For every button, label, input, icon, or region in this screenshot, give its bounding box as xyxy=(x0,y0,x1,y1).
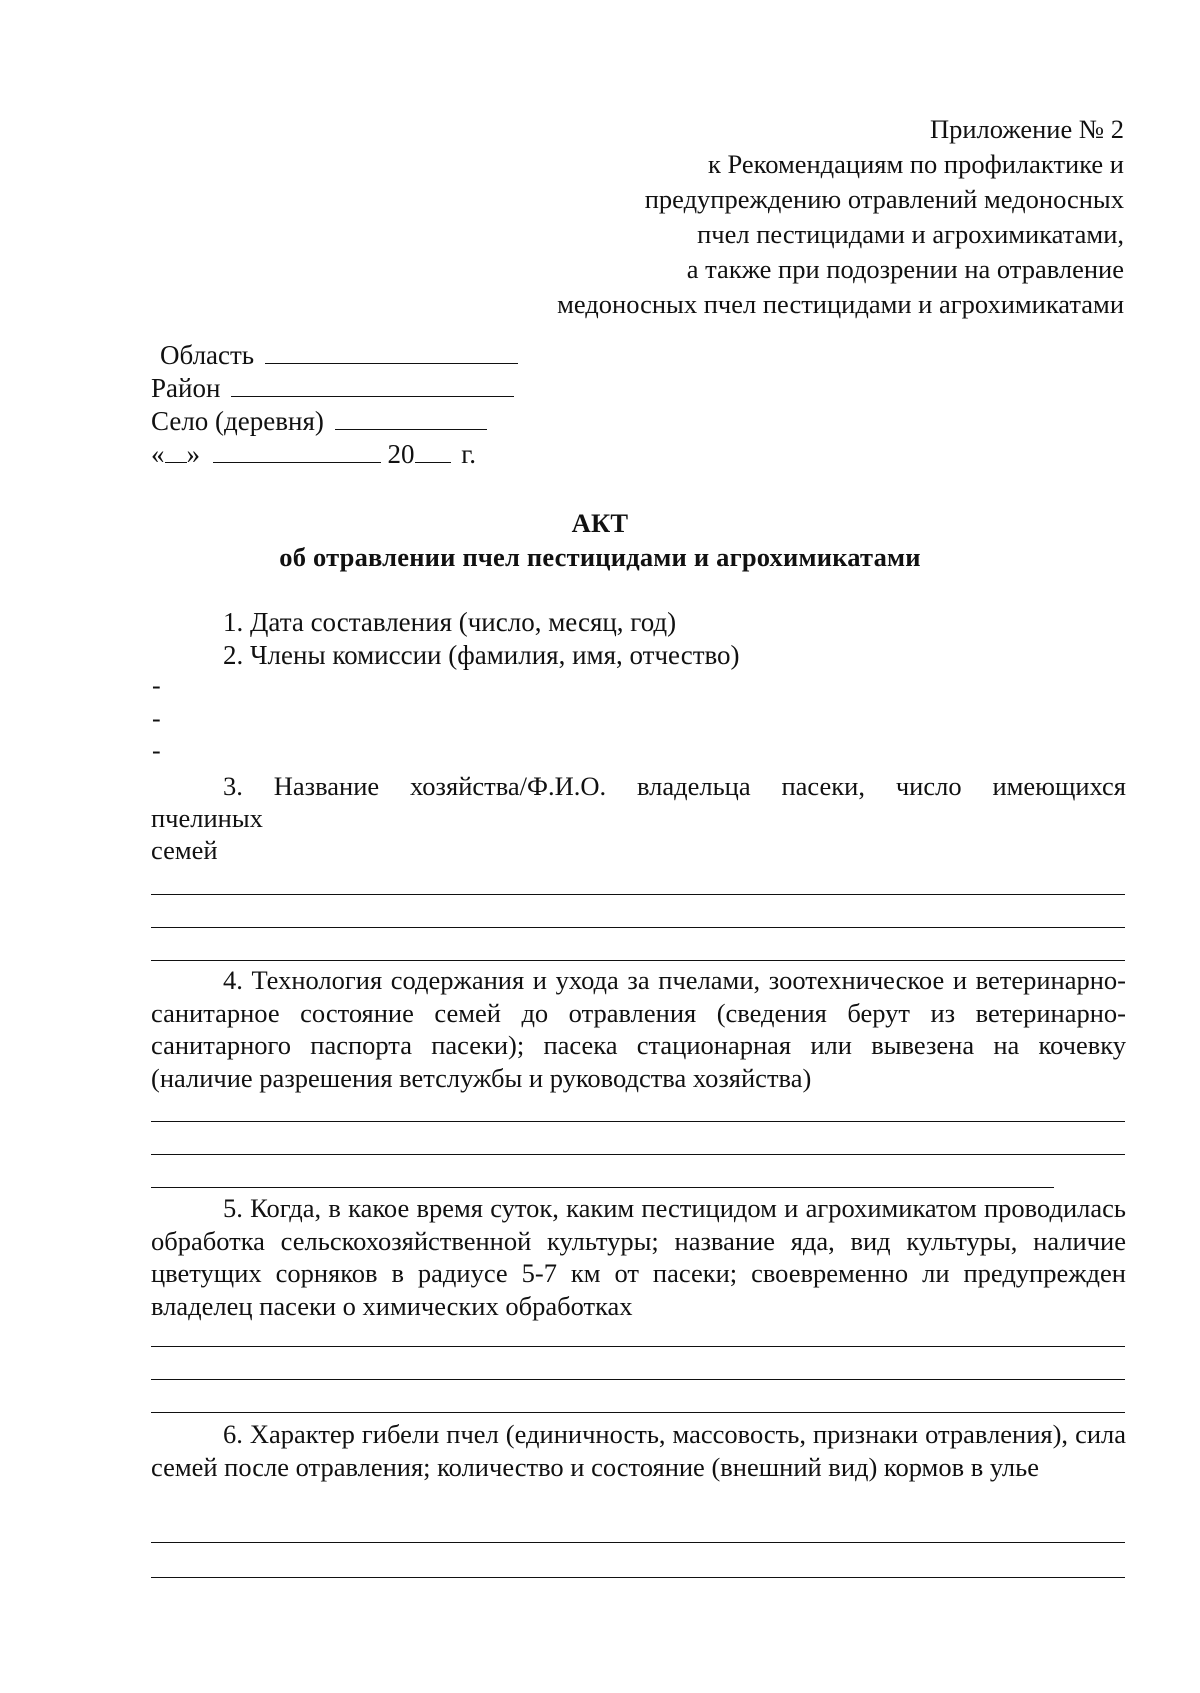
appendix-header xyxy=(557,112,1124,322)
item-2: 2. Члены комиссии (фамилия, имя, отчество) xyxy=(223,640,740,670)
year-prefix: 20 xyxy=(387,439,415,469)
district-label: Район xyxy=(151,373,221,403)
region-field[interactable] xyxy=(265,341,518,364)
appendix-line: а также при подозрении на отравление xyxy=(686,254,1124,284)
region-label: Область xyxy=(160,340,255,370)
answer-line[interactable] xyxy=(151,927,1125,928)
act-subtitle: об отравлении пчел пестицидами и агрохимикатами xyxy=(279,542,921,572)
answer-line[interactable] xyxy=(151,894,1125,895)
item-5-text: 5. Когда, в какое время суток, каким пестицидом и агрохимикатом проводилась обработка сельскохозяйственной культуры; название яда, вид культуры, наличие цветущих сорняков в радиусе 5-7 км от пасеки; своевременно ли предупрежден владелец пасеки о химических обработках xyxy=(151,1193,1126,1321)
date-row xyxy=(151,439,476,470)
item-1: 1. Дата составления (число, месяц, год) xyxy=(223,607,677,637)
answer-line[interactable] xyxy=(151,1542,1125,1543)
month-field[interactable] xyxy=(213,440,381,463)
village-row xyxy=(151,406,487,437)
item-4-text: 4. Технология содержания и ухода за пчелами, зоотехническое и ветеринарно-санитарное состояние семей до отравления (сведения берут из ветеринарно-санитарного паспорта пасеки); пасека стационарная или вывезена на кочевку (наличие разрешения ветслужбы и руководства хозяйства) xyxy=(151,965,1126,1093)
item-6 xyxy=(151,1418,1126,1483)
appendix-line: пчел пестицидами и агрохимикатами, xyxy=(697,219,1124,249)
item-3-line: пчелиных xyxy=(151,803,263,833)
answer-line[interactable] xyxy=(151,1412,1125,1413)
district-field[interactable] xyxy=(231,374,514,397)
day-field[interactable] xyxy=(165,440,187,463)
item-3 xyxy=(151,770,1126,866)
answer-line[interactable] xyxy=(151,1187,1054,1188)
item-6-text: 6. Характер гибели пчел (единичность, массовость, признаки отравления), сила семей после отравления; количество и состояние (внешний вид) кормов в улье xyxy=(151,1419,1126,1482)
date-close-quote: » xyxy=(186,439,200,469)
answer-line[interactable] xyxy=(151,1379,1125,1380)
answer-line[interactable] xyxy=(151,1154,1125,1155)
appendix-line: к Рекомендациям по профилактике и xyxy=(708,149,1124,179)
year-field[interactable] xyxy=(415,440,451,463)
commission-dash: - xyxy=(152,736,161,765)
appendix-line: медоносных пчел пестицидами и агрохимикатами xyxy=(557,289,1124,319)
item-3-line: семей xyxy=(151,835,218,865)
village-field[interactable] xyxy=(335,407,487,430)
act-title: АКТ xyxy=(571,508,629,538)
item-4 xyxy=(151,964,1126,1094)
date-open-quote: « xyxy=(151,439,165,469)
answer-line[interactable] xyxy=(151,1346,1125,1347)
year-suffix: г. xyxy=(461,439,477,469)
village-label: Село (деревня) xyxy=(151,406,324,436)
commission-dash: - xyxy=(152,704,161,733)
answer-line[interactable] xyxy=(151,1121,1125,1122)
item-5 xyxy=(151,1192,1126,1322)
commission-dash: - xyxy=(152,671,161,700)
item-3-line: 3. Название хозяйства/Ф.И.О. владельца пасеки, число имеющихся xyxy=(223,771,1126,801)
region-row xyxy=(160,340,518,371)
district-row xyxy=(151,373,514,404)
answer-line[interactable] xyxy=(151,1577,1125,1578)
answer-line[interactable] xyxy=(151,960,1125,961)
appendix-line: предупреждению отравлений медоносных xyxy=(644,184,1124,214)
appendix-number: Приложение № 2 xyxy=(929,114,1124,144)
